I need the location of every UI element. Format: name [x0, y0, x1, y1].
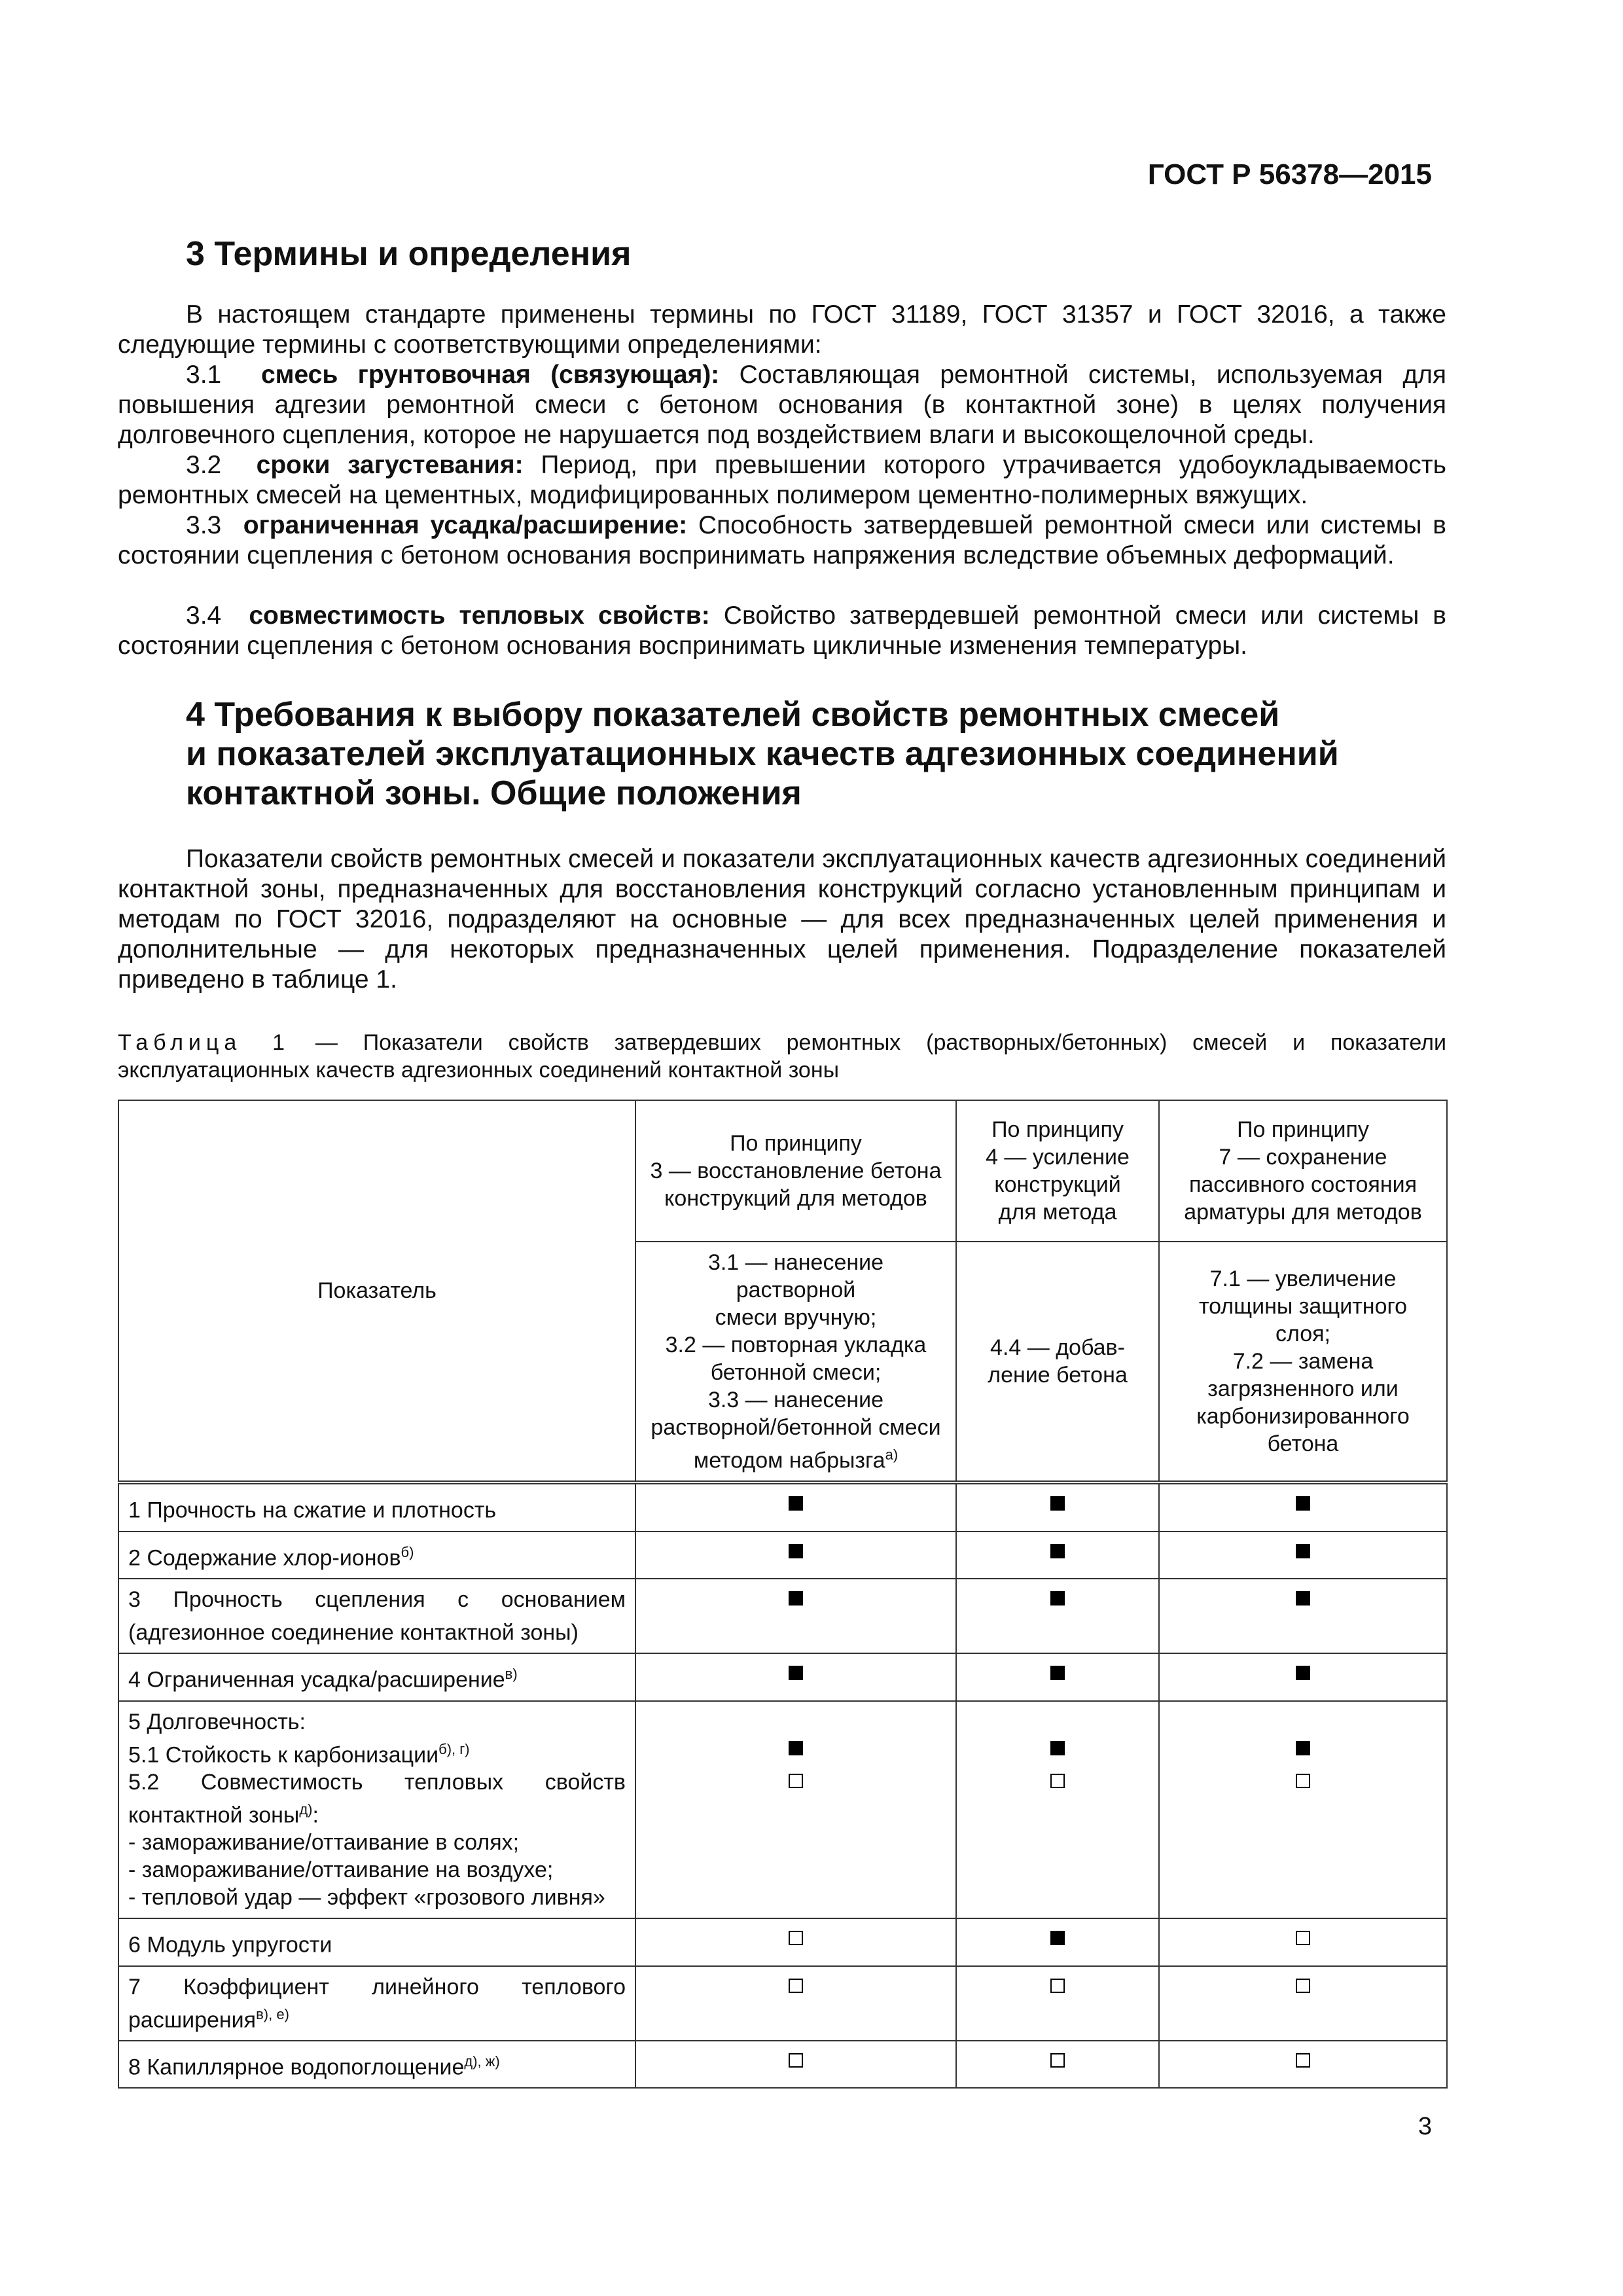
indicator-mark — [1050, 1931, 1065, 1945]
section-3-intro: В настоящем стандарте применены термины по ГОСТ 31189, ГОСТ 31357 и ГОСТ 32016, а также следующие термины с соответствующими определениями: — [118, 300, 1446, 359]
column-header-principle-3: По принципу 3 — восстановление бетона конструкций для методов — [635, 1100, 956, 1242]
indicator-mark — [1050, 1741, 1065, 1755]
indicator-mark — [1296, 1544, 1310, 1558]
methods-principle-3: 3.1 — нанесение растворной смеси вручную; 3.2 — повторная укладка бетонной смеси; 3.3 — нанесение растворной/бетонной смеси методом набрызга$^{а)}$ — [635, 1242, 956, 1482]
indicator-mark — [1296, 1666, 1310, 1680]
indicator-mark — [789, 1591, 803, 1605]
indicator-mark — [1050, 1774, 1065, 1788]
section-4-title-line-1: 4 Требования к выбору показателей свойств ремонтных смесей — [186, 696, 1280, 734]
indicator-mark — [1296, 2053, 1310, 2068]
indicator-mark — [789, 1666, 803, 1680]
section-4-paragraph: Показатели свойств ремонтных смесей и показатели эксплуатационных качеств адгезионных соединений контактной зоны, предназначенных для восстановления конструкций согласно установленным принципам и методам по ГОСТ 32016, подразделяют на основные — для всех предназначенных целей применения и дополнительные — для некоторых предназначенных целей применения. Подразделение показателей приведено в таблице 1. — [118, 845, 1446, 994]
indicator-mark — [789, 1496, 803, 1511]
indicator-mark — [1050, 1591, 1065, 1605]
indicator-mark — [1050, 2053, 1065, 2068]
column-header-principle-4: По принципу 4 — усиление конструкций для метода — [956, 1100, 1159, 1242]
indicator-mark — [1050, 1496, 1065, 1511]
row-label: 3 Прочность сцепления с основанием (адгезионное соединение контактной зоны) — [118, 1579, 635, 1653]
indicator-mark — [1296, 1774, 1310, 1788]
indicator-mark — [1296, 1979, 1310, 1993]
table-1-caption: Таблица 1 — Показатели свойств затвердевших ремонтных (растворных/бетонных) смесей и показатели эксплуатационных качеств адгезионных соединений контактной зоны — [118, 1030, 1446, 1083]
section-3-title: 3 Термины и определения — [186, 235, 632, 273]
term-3-3: 3.3 ограниченная усадка/расширение: Способность затвердевшей ремонтной смеси или системы в состоянии сцепления с бетоном основания воспринимать напряжения вследствие объемных деформаций. — [118, 511, 1446, 569]
document-code: ГОСТ Р 56378—2015 — [1147, 158, 1432, 190]
indicator-mark — [789, 1931, 803, 1945]
indicator-mark — [789, 1741, 803, 1755]
indicator-mark — [789, 1979, 803, 1993]
row-label: 4 Ограниченная усадка/расширение$^{в)}$ — [118, 1653, 635, 1700]
indicator-mark — [1296, 1496, 1310, 1511]
table-row — [118, 1653, 1447, 1700]
page-number: 3 — [1418, 2113, 1432, 2140]
methods-principle-7: 7.1 — увеличение толщины защитного слоя; 7.2 — замена загрязненного или карбонизированного бетона — [1159, 1242, 1447, 1482]
table-1 — [118, 1100, 1448, 2089]
table-row — [118, 1482, 1447, 1531]
table-row — [118, 2041, 1447, 2088]
column-header-principle-7: По принципу 7 — сохранение пассивного состояния арматуры для методов — [1159, 1100, 1447, 1242]
table-row — [118, 1579, 1447, 1653]
table-row — [118, 1966, 1447, 2041]
methods-principle-4: 4.4 — добав- ление бетона — [956, 1242, 1159, 1482]
row-label: 8 Капиллярное водопоглощение$^{д), ж)}$ — [118, 2041, 635, 2088]
indicator-mark — [1050, 1666, 1065, 1680]
column-header-indicator: Показатель — [118, 1100, 635, 1482]
row-label: 2 Содержание хлор-ионов$^{б)}$ — [118, 1532, 635, 1579]
row-label: 5 Долговечность: 5.1 Стойкость к карбонизации$^{б), г)}$ 5.2 Совместимость тепловых свойств контактной зоны$^{д)}$: - замораживание/оттаивание в солях; - замораживание/оттаивание на воздухе; - тепловой удар — эффект «грозового ливня» — [118, 1701, 635, 1919]
term-3-1: 3.1 смесь грунтовочная (связующая): Составляющая ремонтной системы, используемая для повышения адгезии ремонтной смеси с бетоном основания (в контактной зоне) в целях получения долговечного сцепления, которое не нарушается под воздействием влаги и высокощелочной среды. — [118, 361, 1447, 449]
indicator-mark — [1296, 1741, 1310, 1755]
indicator-mark — [1296, 1931, 1310, 1945]
indicator-mark — [1296, 1591, 1310, 1605]
indicator-mark — [789, 1544, 803, 1558]
section-4-title-line-3: контактной зоны. Общие положения — [186, 774, 802, 812]
row-label: 6 Модуль упругости — [118, 1918, 635, 1965]
row-label: 1 Прочность на сжатие и плотность — [118, 1482, 635, 1531]
table-row — [118, 1918, 1447, 1965]
table-row — [118, 1532, 1447, 1579]
indicator-mark — [789, 2053, 803, 2068]
section-4-title-line-2: и показателей эксплуатационных качеств адгезионных соединений — [186, 735, 1339, 773]
row-label: 7 Коэффициент линейного теплового расширения$^{в), е)}$ — [118, 1966, 635, 2041]
table-row — [118, 1701, 1447, 1919]
indicator-mark — [1050, 1544, 1065, 1558]
indicator-mark — [789, 1774, 803, 1788]
term-3-4: 3.4 совместимость тепловых свойств: Свойство затвердевшей ремонтной смеси или системы в состоянии сцепления с бетоном основания воспринимать цикличные изменения температуры. — [118, 601, 1446, 660]
term-3-2: 3.2 сроки загустевания: Период, при превышении которого утрачивается удобоукладываемость ремонтных смесей на цементных, модифицированных полимером цементно-полимерных вяжущих. — [118, 451, 1446, 509]
indicator-mark — [1050, 1979, 1065, 1993]
